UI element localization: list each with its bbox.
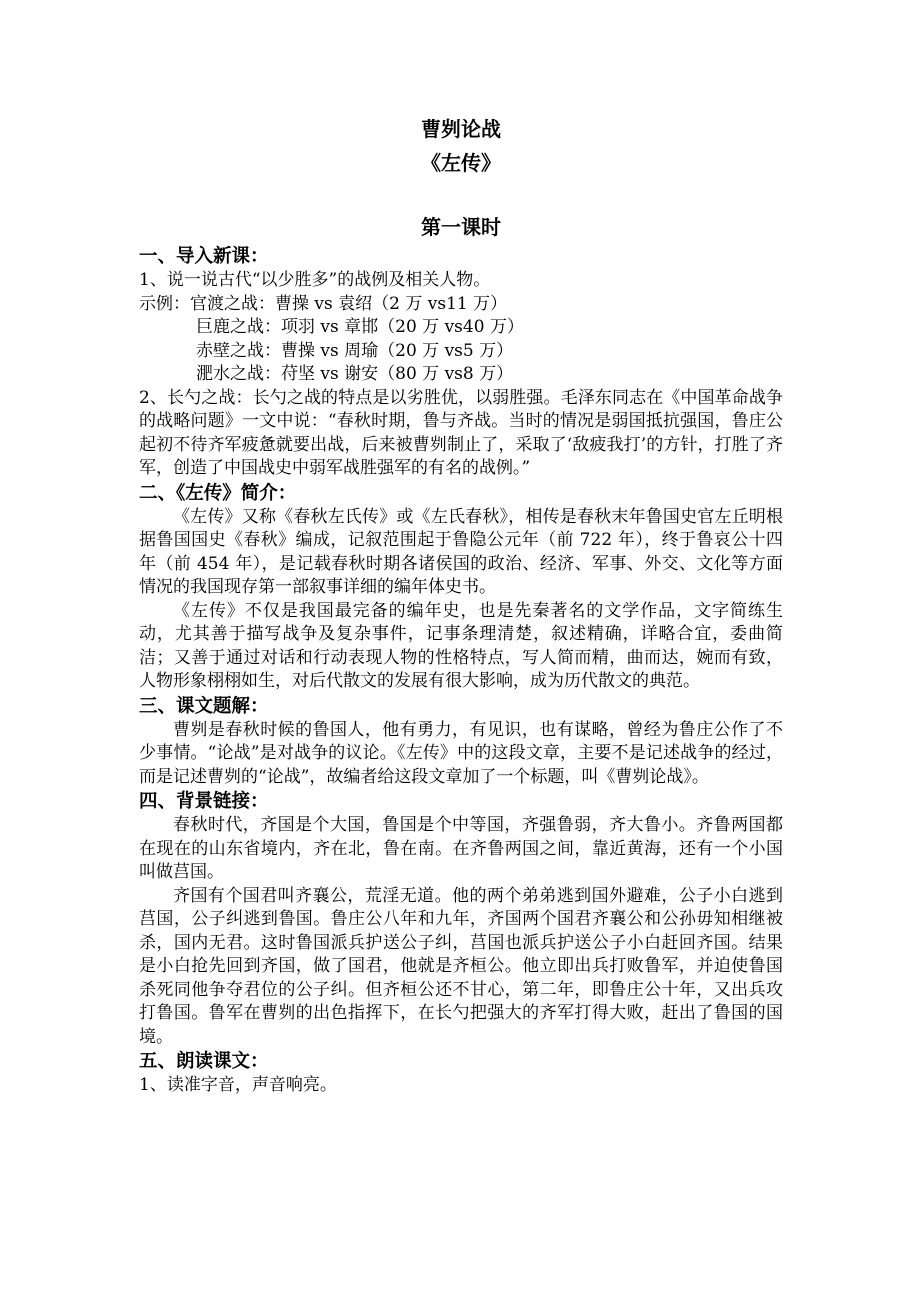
paragraph: 《左传》又称《春秋左氏传》或《左氏春秋》，相传是春秋末年鲁国史官左丘明根据鲁国国史《春秋》编成，记叙范围起于鲁隐公元年（前 722 年），终于鲁哀公十四年（前 454 年），是记载春秋时期各诸侯国的政治、经济、军事、外交、文化等方面情况的我国现存第一部叙事详细的编年体史书。 <box>139 506 783 597</box>
section-heading-zuozhuan: 二、《左传》简介： <box>139 482 297 504</box>
example-line: 淝水之战：苻坚 vs 谢安（80 万 vs8 万） <box>196 364 514 384</box>
example-line: 巨鹿之战：项羽 vs 章邯（20 万 vs40 万） <box>196 317 524 337</box>
reading-item-1: 1、读准字音，声音响亮。 <box>139 1075 337 1095</box>
document-body <box>139 112 783 1098</box>
example-line: 赤壁之战：曹操 vs 周瑜（20 万 vs5 万） <box>196 340 514 361</box>
paragraph: 《左传》不仅是我国最完备的编年史，也是先秦著名的文学作品，文字简练生动，尤其善于描写战争及复杂事件，记事条理清楚，叙述精确，详略合宜，委曲简洁；又善于通过对话和行动表现人物的性格特点，写人简而精，曲而达，婉而有致，人物形象栩栩如生，对后代散文的发展有很大影响，成为历代散文的典范。 <box>139 600 783 691</box>
paragraph: 曹刿是春秋时候的鲁国人，他有勇力，有见识，也有谋略，曾经为鲁庄公作了不少事情。“论战”是对战争的议论。《左传》中的这段文章，主要不是记述战争的经过，而是记述曹刿的“论战”，故编者给这段文章加了一个标题，叫《曹刿论战》。 <box>139 719 783 787</box>
section-heading-reading: 五、朗读课文： <box>139 1051 269 1072</box>
example-line: 示例：官渡之战：曹操 vs 袁绍（2 万 vs11 万） <box>139 293 508 314</box>
document-title: 曹刿论战 <box>421 117 501 141</box>
paragraph: 春秋时代，齐国是个大国，鲁国是个中等国，齐强鲁弱，齐大鲁小。齐鲁两国都在现在的山东省境内，齐在北，鲁在南。在齐鲁两国之间，靠近黄海，还有一个小国叫做莒国。 <box>139 815 783 882</box>
lesson-heading: 第一课时 <box>421 215 501 239</box>
section-heading-intro: 一、导入新课： <box>139 246 269 267</box>
paragraph: 齐国有个国君叫齐襄公，荒淫无道。他的两个弟弟逃到国外避难，公子小白逃到莒国，公子纠逃到鲁国。鲁庄公八年和九年，齐国两个国君齐襄公和公孙毋知相继被杀，国内无君。这时鲁国派兵护送公子纠，莒国也派兵护送公子小白赶回齐国。结果是小白抢先回到齐国，做了国君，他就是齐桓公。他立即出兵打败鲁军，并迫使鲁国杀死同他争夺君位的公子纠。但齐桓公还不甘心，第二年，即鲁庄公十年，又出兵攻打鲁国。鲁军在曹刿的出色指挥下，在长勺把强大的齐军打得大败，赶出了鲁国的国境。 <box>139 885 783 1047</box>
document-subtitle: 《左传》 <box>421 151 501 175</box>
intro-item-2: 2、长勺之战：长勺之战的特点是以劣胜优，以弱胜强。毛泽东同志在《中国革命战争的战略问题》一文中说：“春秋时期，鲁与齐战。当时的情况是弱国抵抗强国，鲁庄公起初不待齐军疲惫就要出战，后来被曹刿制止了，采取了‘敌疲我打’的方针，打胜了齐军，创造了中国战史中弱军战胜强军的有名的战例。” <box>139 387 783 478</box>
section-heading-background: 四、背景链接： <box>139 791 269 812</box>
intro-item-1: 1、说一说古代“以少胜多”的战例及相关人物。 <box>139 270 491 290</box>
section-heading-title-explanation: 三、课文题解： <box>139 695 269 717</box>
